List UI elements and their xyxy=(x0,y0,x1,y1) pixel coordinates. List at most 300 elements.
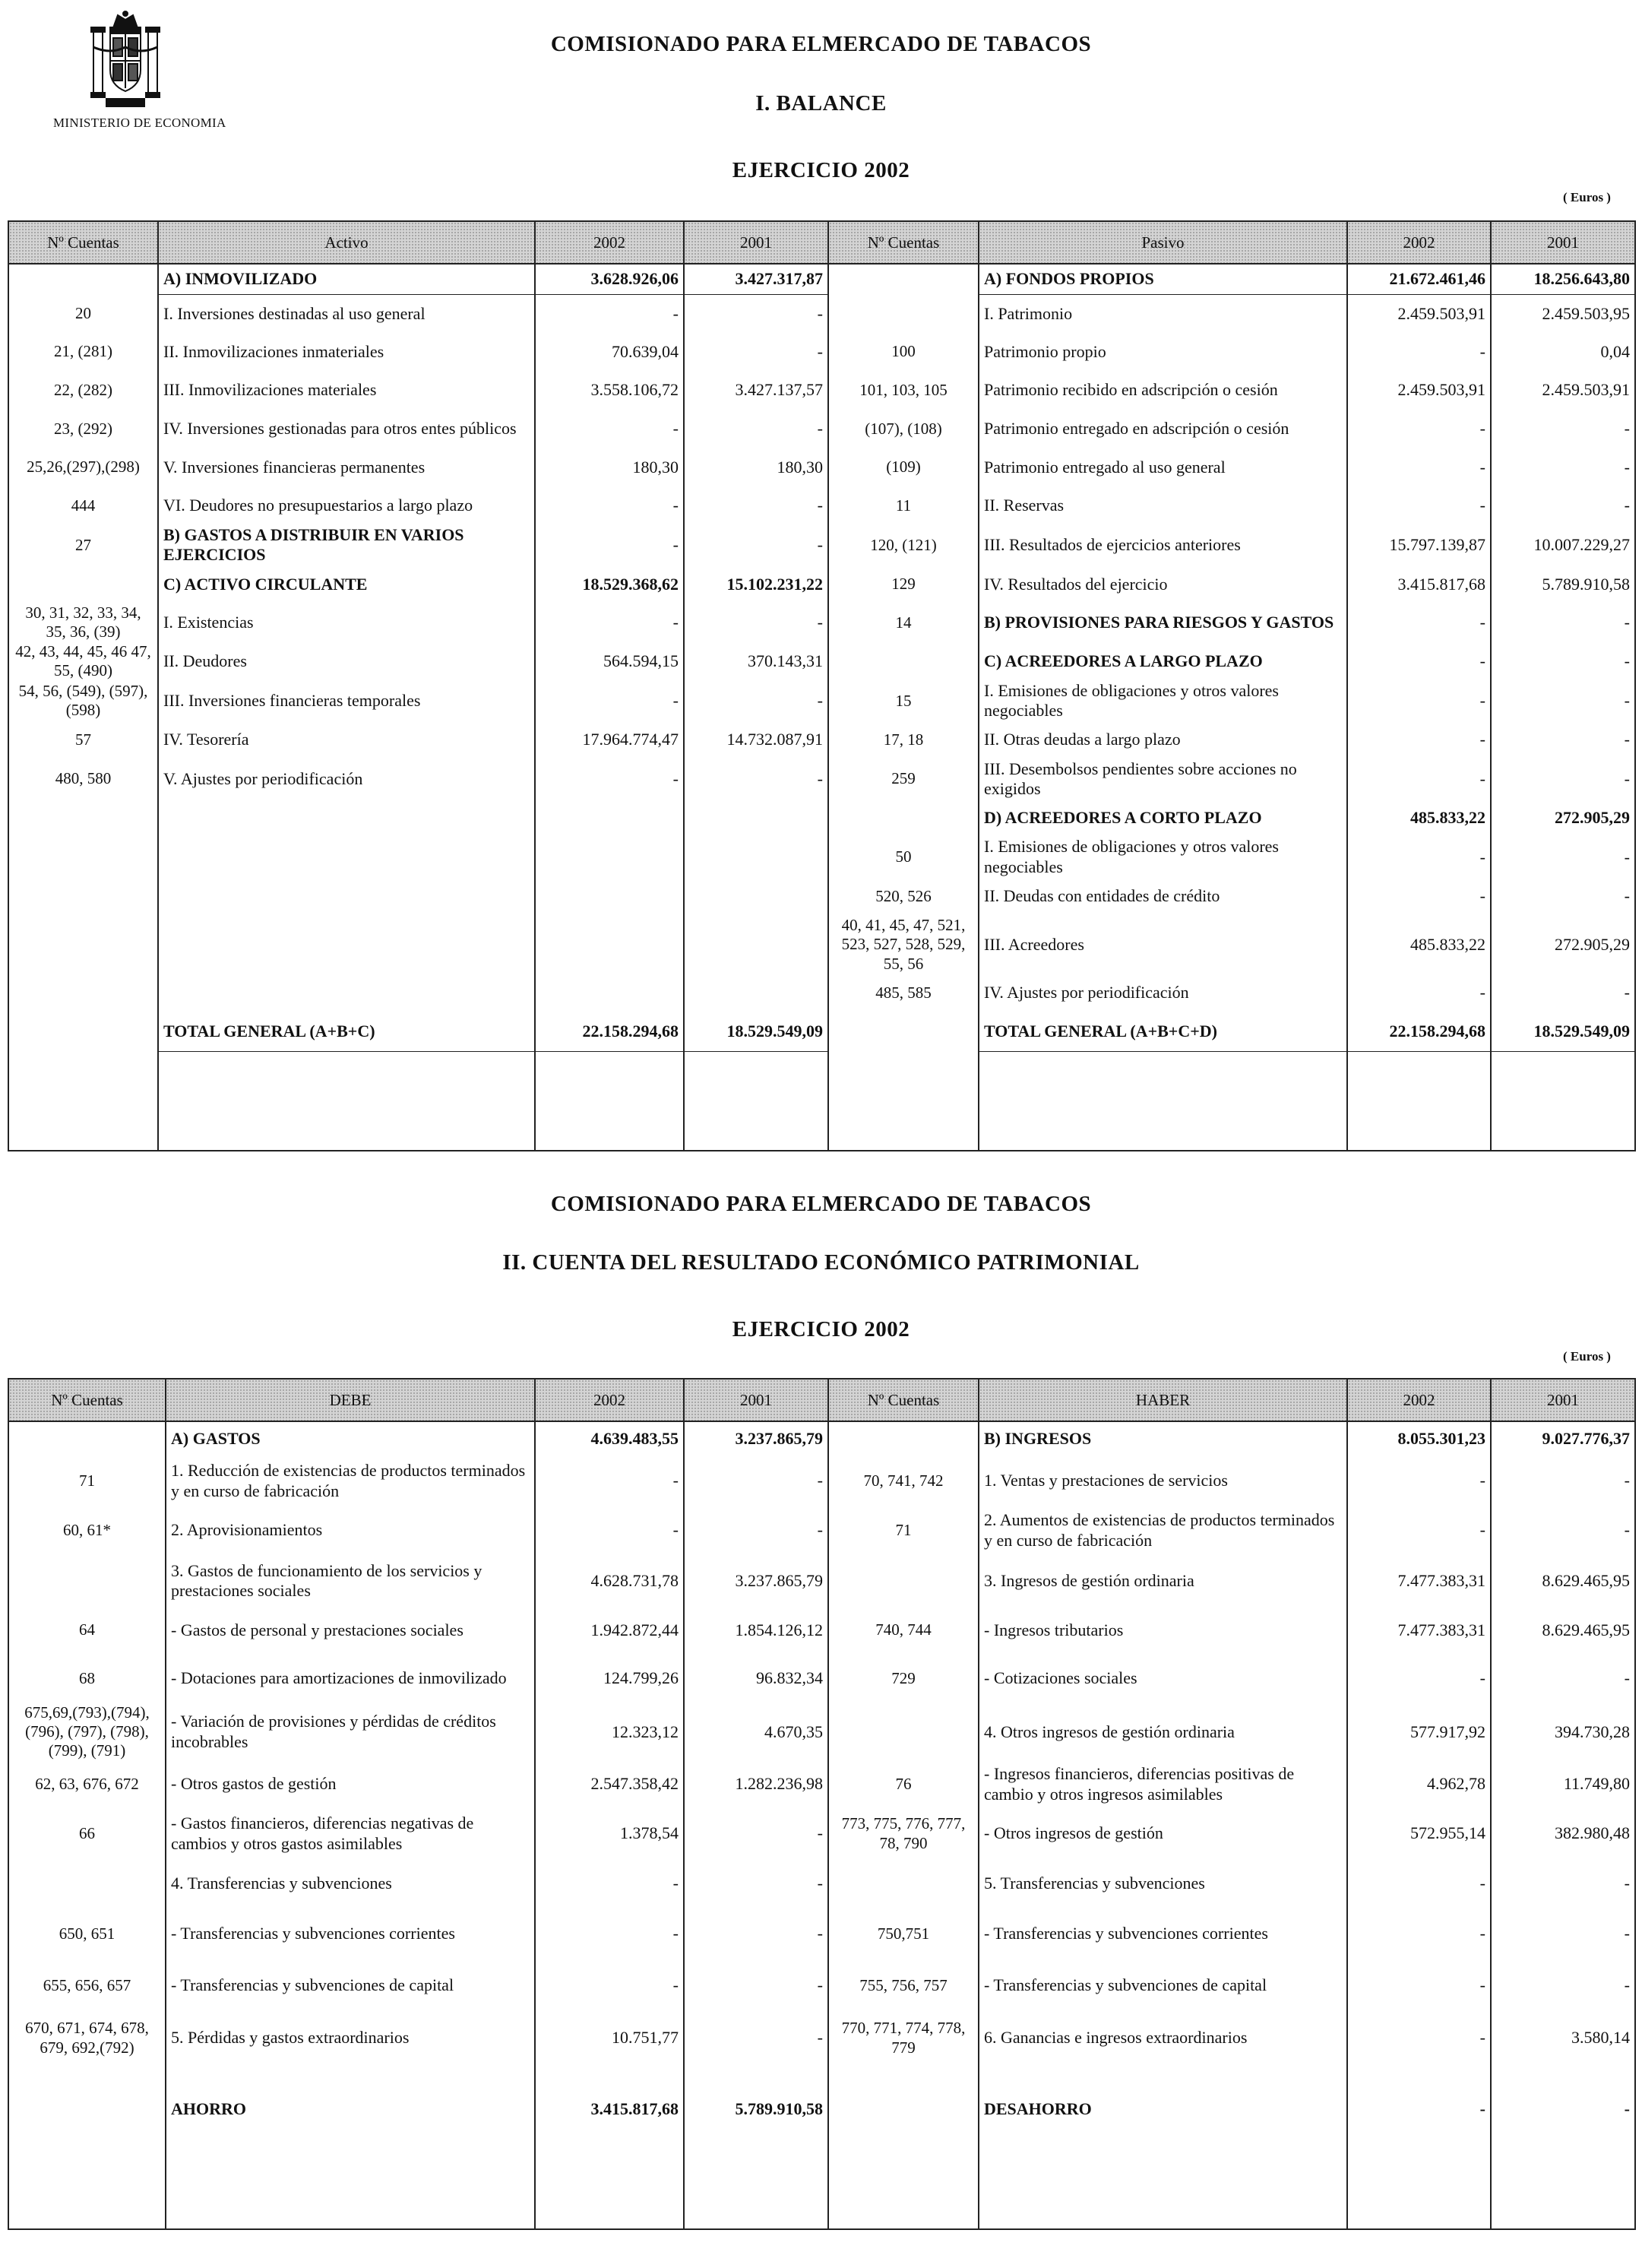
table-row xyxy=(8,642,1635,681)
table-row xyxy=(8,371,1635,410)
cell-hc xyxy=(828,2065,979,2155)
cell-pc: (109) xyxy=(828,448,979,486)
cell-h01: - xyxy=(1491,2065,1635,2155)
col-header-haber-2001: 2001 xyxy=(1491,1379,1635,1421)
cell-p01: - xyxy=(1491,642,1635,681)
cell-dc: 675,69,(793),(794), (796), (797), (798), (799), (791) xyxy=(8,1703,166,1761)
cell-d02: 12.323,12 xyxy=(535,1703,684,1761)
cell-p02: - xyxy=(1347,333,1491,371)
cell-p01: - xyxy=(1491,486,1635,525)
cell-p01: - xyxy=(1491,448,1635,486)
cell-h01: - xyxy=(1491,1654,1635,1703)
col-header-debe-2001: 2001 xyxy=(684,1379,828,1421)
cell-a02 xyxy=(535,877,684,916)
cell-h02: 7.477.383,31 xyxy=(1347,1607,1491,1654)
cell-p01: 18.529.549,09 xyxy=(1491,1012,1635,1052)
table-row xyxy=(8,1654,1635,1703)
cell-ac: 42, 43, 44, 45, 46 47, 55, (490) xyxy=(8,642,158,681)
cell-p02: 2.459.503,91 xyxy=(1347,371,1491,410)
table-row xyxy=(8,410,1635,448)
cell-pl: TOTAL GENERAL (A+B+C+D) xyxy=(979,1012,1347,1052)
cell-al: I. Existencias xyxy=(158,603,535,642)
cell-dl: - Variación de provisiones y pérdidas de créditos incobrables xyxy=(166,1703,535,1761)
cell-hc: 76 xyxy=(828,1761,979,1808)
cell-p02: - xyxy=(1347,837,1491,877)
cell-d01: - xyxy=(684,2012,828,2065)
cell-ac: 25,26,(297),(298) xyxy=(8,448,158,486)
cell-a01: 14.732.087,91 xyxy=(684,721,828,759)
cell-pc xyxy=(828,1052,979,1151)
cell-ac: 21, (281) xyxy=(8,333,158,371)
cell-d01: - xyxy=(684,1960,828,2012)
cell-al: C) ACTIVO CIRCULANTE xyxy=(158,565,535,603)
cell-p02: 485.833,22 xyxy=(1347,916,1491,974)
cell-a02: - xyxy=(535,486,684,525)
table-row xyxy=(8,603,1635,642)
cell-hc: 729 xyxy=(828,1654,979,1703)
table-row xyxy=(8,877,1635,916)
cell-dc: 62, 63, 676, 672 xyxy=(8,1761,166,1808)
cell-al xyxy=(158,799,535,837)
cell-dl: 3. Gastos de funcionamiento de los servicios y prestaciones sociales xyxy=(166,1555,535,1607)
cell-a02: 3.628.926,06 xyxy=(535,264,684,294)
cell-dc: 71 xyxy=(8,1456,166,1506)
balance-title: I. BALANCE xyxy=(755,91,887,116)
cell-d02: 1.378,54 xyxy=(535,1808,684,1860)
cell-hl: 1. Ventas y prestaciones de servicios xyxy=(979,1456,1347,1506)
cell-a01: 15.102.231,22 xyxy=(684,565,828,603)
cell-pc: 100 xyxy=(828,333,979,371)
cell-d01: - xyxy=(684,1456,828,1506)
table-row xyxy=(8,333,1635,371)
cell-p01: - xyxy=(1491,837,1635,877)
cell-dl: 5. Pérdidas y gastos extraordinarios xyxy=(166,2012,535,2065)
cell-a02 xyxy=(535,799,684,837)
cell-dl: 2. Aprovisionamientos xyxy=(166,1506,535,1555)
cell-ac xyxy=(8,264,158,294)
table-row xyxy=(8,448,1635,486)
cell-hc xyxy=(828,1860,979,1908)
cell-p01: 2.459.503,91 xyxy=(1491,371,1635,410)
cell-hl: - Ingresos financieros, diferencias positivas de cambio y otros ingresos asimilables xyxy=(979,1761,1347,1808)
cell-p01: - xyxy=(1491,759,1635,800)
cell-ac xyxy=(8,1012,158,1052)
cell-a01: - xyxy=(684,410,828,448)
cell-d01: 3.237.865,79 xyxy=(684,1421,828,1456)
cell-d02: - xyxy=(535,1860,684,1908)
cell-a02: 18.529.368,62 xyxy=(535,565,684,603)
cell-hc: 70, 741, 742 xyxy=(828,1456,979,1506)
col-header-haber-2002: 2002 xyxy=(1347,1379,1491,1421)
table-row xyxy=(8,1506,1635,1555)
cell-pc: 485, 585 xyxy=(828,974,979,1012)
cell-a01: 370.143,31 xyxy=(684,642,828,681)
cell-pl: III. Resultados de ejercicios anteriores xyxy=(979,525,1347,565)
cell-a02: - xyxy=(535,525,684,565)
cell-ac: 57 xyxy=(8,721,158,759)
cell-al xyxy=(158,916,535,974)
cell-pc: 17, 18 xyxy=(828,721,979,759)
cell-ac xyxy=(8,916,158,974)
result-currency: ( Euros ) xyxy=(1563,1349,1611,1364)
org-title: COMISIONADO PARA ELMERCADO DE TABACOS xyxy=(550,32,1092,56)
cell-a01: - xyxy=(684,486,828,525)
cell-a02: - xyxy=(535,410,684,448)
cell-hc xyxy=(828,2155,979,2229)
cell-ac xyxy=(8,565,158,603)
cell-hl: - Cotizaciones sociales xyxy=(979,1654,1347,1703)
cell-h02: - xyxy=(1347,2065,1491,2155)
table-row xyxy=(8,1908,1635,1960)
cell-pc: 520, 526 xyxy=(828,877,979,916)
cell-p02: - xyxy=(1347,721,1491,759)
cell-d02: - xyxy=(535,1960,684,2012)
cell-p02 xyxy=(1347,1052,1491,1151)
cell-p02: - xyxy=(1347,410,1491,448)
balance-table xyxy=(8,220,1636,1151)
cell-pc xyxy=(828,799,979,837)
cell-hl: DESAHORRO xyxy=(979,2065,1347,2155)
cell-dc: 655, 656, 657 xyxy=(8,1960,166,2012)
cell-d02 xyxy=(535,2155,684,2229)
cell-al xyxy=(158,1052,535,1151)
cell-al: V. Inversiones financieras permanentes xyxy=(158,448,535,486)
cell-pl: IV. Ajustes por periodificación xyxy=(979,974,1347,1012)
cell-pl: Patrimonio entregado en adscripción o cesión xyxy=(979,410,1347,448)
balance-header-row xyxy=(8,221,1635,264)
cell-hc: 773, 775, 776, 777, 78, 790 xyxy=(828,1808,979,1860)
cell-h01: 8.629.465,95 xyxy=(1491,1607,1635,1654)
cell-hl: 6. Ganancias e ingresos extraordinarios xyxy=(979,2012,1347,2065)
cell-a01 xyxy=(684,974,828,1012)
cell-a01 xyxy=(684,837,828,877)
cell-p02: 22.158.294,68 xyxy=(1347,1012,1491,1052)
ministry-label: MINISTERIO DE ECONOMIA xyxy=(53,116,226,130)
cell-h02: - xyxy=(1347,1456,1491,1506)
table-row xyxy=(8,1012,1635,1052)
table-row xyxy=(8,799,1635,837)
cell-h01: 382.980,48 xyxy=(1491,1808,1635,1860)
cell-pl: Patrimonio recibido en adscripción o cesión xyxy=(979,371,1347,410)
cell-h01: 3.580,14 xyxy=(1491,2012,1635,2065)
col-header-debe: DEBE xyxy=(166,1379,535,1421)
cell-h01: - xyxy=(1491,1860,1635,1908)
cell-hc xyxy=(828,1421,979,1456)
cell-pc xyxy=(828,1012,979,1052)
table-row xyxy=(8,2012,1635,2065)
cell-hl xyxy=(979,2155,1347,2229)
cell-hl: 2. Aumentos de existencias de productos terminados y en curso de fabricación xyxy=(979,1506,1347,1555)
cell-d01: - xyxy=(684,1506,828,1555)
cell-pl: II. Reservas xyxy=(979,486,1347,525)
cell-d01: 1.282.236,98 xyxy=(684,1761,828,1808)
cell-hl: 4. Otros ingresos de gestión ordinaria xyxy=(979,1703,1347,1761)
cell-h02: - xyxy=(1347,1908,1491,1960)
cell-p01: 10.007.229,27 xyxy=(1491,525,1635,565)
cell-pl: I. Emisiones de obligaciones y otros valores negociables xyxy=(979,837,1347,877)
cell-d02: 4.639.483,55 xyxy=(535,1421,684,1456)
cell-d02: 3.415.817,68 xyxy=(535,2065,684,2155)
balance-currency: ( Euros ) xyxy=(1563,190,1611,204)
cell-pc: 11 xyxy=(828,486,979,525)
cell-pl xyxy=(979,1052,1347,1151)
table-row xyxy=(8,264,1635,294)
cell-d02: 124.799,26 xyxy=(535,1654,684,1703)
col-header-activo: Activo xyxy=(158,221,535,264)
table-row xyxy=(8,974,1635,1012)
cell-hl: - Transferencias y subvenciones corrientes xyxy=(979,1908,1347,1960)
cell-pl: II. Otras deudas a largo plazo xyxy=(979,721,1347,759)
result-header-row xyxy=(8,1379,1635,1421)
cell-dl: 4. Transferencias y subvenciones xyxy=(166,1860,535,1908)
cell-d02: 4.628.731,78 xyxy=(535,1555,684,1607)
cell-d02: - xyxy=(535,1506,684,1555)
table-row xyxy=(8,1703,1635,1761)
cell-p02: - xyxy=(1347,642,1491,681)
cell-pl: I. Patrimonio xyxy=(979,294,1347,333)
cell-dl: - Transferencias y subvenciones corrientes xyxy=(166,1908,535,1960)
cell-dl: A) GASTOS xyxy=(166,1421,535,1456)
cell-p01: - xyxy=(1491,877,1635,916)
cell-pc: 120, (121) xyxy=(828,525,979,565)
cell-hc xyxy=(828,1555,979,1607)
cell-a01: 180,30 xyxy=(684,448,828,486)
cell-a01: 3.427.137,57 xyxy=(684,371,828,410)
cell-dc xyxy=(8,2065,166,2155)
cell-h01: 394.730,28 xyxy=(1491,1703,1635,1761)
cell-a01 xyxy=(684,1052,828,1151)
cell-h02: - xyxy=(1347,1960,1491,2012)
cell-p02: 15.797.139,87 xyxy=(1347,525,1491,565)
cell-al xyxy=(158,877,535,916)
cell-ac: 480, 580 xyxy=(8,759,158,800)
cell-ac: 23, (292) xyxy=(8,410,158,448)
cell-al: IV. Inversiones gestionadas para otros entes públicos xyxy=(158,410,535,448)
cell-pl: IV. Resultados del ejercicio xyxy=(979,565,1347,603)
cell-hl: 3. Ingresos de gestión ordinaria xyxy=(979,1555,1347,1607)
cell-h02: 8.055.301,23 xyxy=(1347,1421,1491,1456)
table-row xyxy=(8,1456,1635,1506)
cell-a02: 3.558.106,72 xyxy=(535,371,684,410)
col-header-pasivo: Pasivo xyxy=(979,221,1347,264)
cell-d01: 96.832,34 xyxy=(684,1654,828,1703)
cell-dl: - Gastos financieros, diferencias negativas de cambios y otros gastos asimilables xyxy=(166,1808,535,1860)
cell-pc: 14 xyxy=(828,603,979,642)
cell-a01 xyxy=(684,799,828,837)
cell-al: III. Inmovilizaciones materiales xyxy=(158,371,535,410)
cell-al: A) INMOVILIZADO xyxy=(158,264,535,294)
cell-p01 xyxy=(1491,1052,1635,1151)
cell-a01: - xyxy=(684,759,828,800)
cell-h01: - xyxy=(1491,1908,1635,1960)
cell-a02 xyxy=(535,974,684,1012)
cell-a01 xyxy=(684,916,828,974)
cell-al xyxy=(158,974,535,1012)
table-row xyxy=(8,1607,1635,1654)
cell-h01 xyxy=(1491,2155,1635,2229)
cell-dl: AHORRO xyxy=(166,2065,535,2155)
cell-hc: 750,751 xyxy=(828,1908,979,1960)
cell-dl: - Otros gastos de gestión xyxy=(166,1761,535,1808)
cell-a02 xyxy=(535,916,684,974)
cell-pc: 129 xyxy=(828,565,979,603)
cell-dc: 64 xyxy=(8,1607,166,1654)
cell-pl: A) FONDOS PROPIOS xyxy=(979,264,1347,294)
table-row xyxy=(8,1860,1635,1908)
cell-a02 xyxy=(535,837,684,877)
cell-ac: 20 xyxy=(8,294,158,333)
cell-a02: 180,30 xyxy=(535,448,684,486)
table-row xyxy=(8,721,1635,759)
cell-dc: 650, 651 xyxy=(8,1908,166,1960)
cell-p02: 3.415.817,68 xyxy=(1347,565,1491,603)
cell-d02: 1.942.872,44 xyxy=(535,1607,684,1654)
cell-d01: 3.237.865,79 xyxy=(684,1555,828,1607)
cell-dl: - Transferencias y subvenciones de capital xyxy=(166,1960,535,2012)
cell-p02: - xyxy=(1347,486,1491,525)
cell-h01: - xyxy=(1491,1960,1635,2012)
cell-dc xyxy=(8,1555,166,1607)
cell-dc xyxy=(8,2155,166,2229)
cell-h01: 11.749,80 xyxy=(1491,1761,1635,1808)
cell-a01 xyxy=(684,877,828,916)
table-row xyxy=(8,2155,1635,2229)
cell-p02: - xyxy=(1347,448,1491,486)
cell-a02 xyxy=(535,1052,684,1151)
table-row xyxy=(8,681,1635,721)
cell-hl: 5. Transferencias y subvenciones xyxy=(979,1860,1347,1908)
cell-hc: 755, 756, 757 xyxy=(828,1960,979,2012)
cell-ac xyxy=(8,877,158,916)
cell-dc: 68 xyxy=(8,1654,166,1703)
cell-d01: - xyxy=(684,1908,828,1960)
cell-pl: Patrimonio entregado al uso general xyxy=(979,448,1347,486)
cell-h01: - xyxy=(1491,1506,1635,1555)
cell-h02: 572.955,14 xyxy=(1347,1808,1491,1860)
table-row xyxy=(8,525,1635,565)
cell-pc xyxy=(828,264,979,294)
cell-a01: 18.529.549,09 xyxy=(684,1012,828,1052)
table-row xyxy=(8,294,1635,333)
cell-d01: 4.670,35 xyxy=(684,1703,828,1761)
cell-ac: 444 xyxy=(8,486,158,525)
table-row xyxy=(8,1808,1635,1860)
cell-ac xyxy=(8,799,158,837)
cell-h02: - xyxy=(1347,1860,1491,1908)
cell-a02: 70.639,04 xyxy=(535,333,684,371)
col-header-haber: HABER xyxy=(979,1379,1347,1421)
cell-a01: - xyxy=(684,525,828,565)
cell-al: VI. Deudores no presupuestarios a largo plazo xyxy=(158,486,535,525)
cell-p01: 272.905,29 xyxy=(1491,916,1635,974)
cell-pl: III. Acreedores xyxy=(979,916,1347,974)
cell-ac: 54, 56, (549), (597), (598) xyxy=(8,681,158,721)
cell-pl: II. Deudas con entidades de crédito xyxy=(979,877,1347,916)
cell-al: III. Inversiones financieras temporales xyxy=(158,681,535,721)
cell-h02: 577.917,92 xyxy=(1347,1703,1491,1761)
cell-a02: 22.158.294,68 xyxy=(535,1012,684,1052)
col-header-cuentas-activo: Nº Cuentas xyxy=(8,221,158,264)
table-row xyxy=(8,759,1635,800)
cell-pc: 101, 103, 105 xyxy=(828,371,979,410)
cell-hc: 71 xyxy=(828,1506,979,1555)
cell-d01: 1.854.126,12 xyxy=(684,1607,828,1654)
cell-p01: 0,04 xyxy=(1491,333,1635,371)
cell-h01: 9.027.776,37 xyxy=(1491,1421,1635,1456)
cell-al: IV. Tesorería xyxy=(158,721,535,759)
table-row xyxy=(8,837,1635,877)
cell-pc: 50 xyxy=(828,837,979,877)
col-header-cuentas-pasivo: Nº Cuentas xyxy=(828,221,979,264)
balance-exercise: EJERCICIO 2002 xyxy=(732,158,910,182)
cell-p01: - xyxy=(1491,974,1635,1012)
cell-p01: - xyxy=(1491,603,1635,642)
cell-ac xyxy=(8,837,158,877)
cell-a01: - xyxy=(684,294,828,333)
cell-al: B) GASTOS A DISTRIBUIR EN VARIOS EJERCICIOS xyxy=(158,525,535,565)
cell-pl: III. Desembolsos pendientes sobre acciones no exigidos xyxy=(979,759,1347,800)
cell-p02: - xyxy=(1347,877,1491,916)
cell-hc xyxy=(828,1703,979,1761)
cell-p01: - xyxy=(1491,681,1635,721)
result-table xyxy=(8,1378,1636,2230)
result-exercise: EJERCICIO 2002 xyxy=(732,1317,910,1341)
cell-pl: C) ACREEDORES A LARGO PLAZO xyxy=(979,642,1347,681)
result-title: II. CUENTA DEL RESULTADO ECONÓMICO PATRIMONIAL xyxy=(502,1250,1140,1275)
cell-pl: Patrimonio propio xyxy=(979,333,1347,371)
cell-pc xyxy=(828,294,979,333)
table-row xyxy=(8,1555,1635,1607)
cell-h01: 8.629.465,95 xyxy=(1491,1555,1635,1607)
cell-p02: - xyxy=(1347,603,1491,642)
cell-d01: - xyxy=(684,1808,828,1860)
cell-ac xyxy=(8,974,158,1012)
cell-dl: - Dotaciones para amortizaciones de inmovilizado xyxy=(166,1654,535,1703)
cell-a02: - xyxy=(535,294,684,333)
cell-h02: - xyxy=(1347,2012,1491,2065)
cell-dc xyxy=(8,1860,166,1908)
cell-a01: - xyxy=(684,681,828,721)
cell-pc: 259 xyxy=(828,759,979,800)
table-row xyxy=(8,916,1635,974)
cell-d01 xyxy=(684,2155,828,2229)
table-row xyxy=(8,1421,1635,1456)
cell-a02: - xyxy=(535,603,684,642)
cell-pl: I. Emisiones de obligaciones y otros valores negociables xyxy=(979,681,1347,721)
cell-ac xyxy=(8,1052,158,1151)
cell-al: TOTAL GENERAL (A+B+C) xyxy=(158,1012,535,1052)
table-row xyxy=(8,2065,1635,2155)
cell-h01: - xyxy=(1491,1456,1635,1506)
table-row xyxy=(8,486,1635,525)
cell-p02: 485.833,22 xyxy=(1347,799,1491,837)
cell-hc: 770, 771, 774, 778, 779 xyxy=(828,2012,979,2065)
cell-d01: - xyxy=(684,1860,828,1908)
cell-d02: 10.751,77 xyxy=(535,2012,684,2065)
cell-pl: B) PROVISIONES PARA RIESGOS Y GASTOS xyxy=(979,603,1347,642)
cell-a02: - xyxy=(535,681,684,721)
cell-h02: 7.477.383,31 xyxy=(1347,1555,1491,1607)
cell-p01: 5.789.910,58 xyxy=(1491,565,1635,603)
cell-al: I. Inversiones destinadas al uso general xyxy=(158,294,535,333)
cell-a01: - xyxy=(684,603,828,642)
cell-p01: 272.905,29 xyxy=(1491,799,1635,837)
col-header-pasivo-2002: 2002 xyxy=(1347,221,1491,264)
table-row xyxy=(8,1960,1635,2012)
cell-d02: 2.547.358,42 xyxy=(535,1761,684,1808)
cell-pl: D) ACREEDORES A CORTO PLAZO xyxy=(979,799,1347,837)
cell-dc: 60, 61* xyxy=(8,1506,166,1555)
